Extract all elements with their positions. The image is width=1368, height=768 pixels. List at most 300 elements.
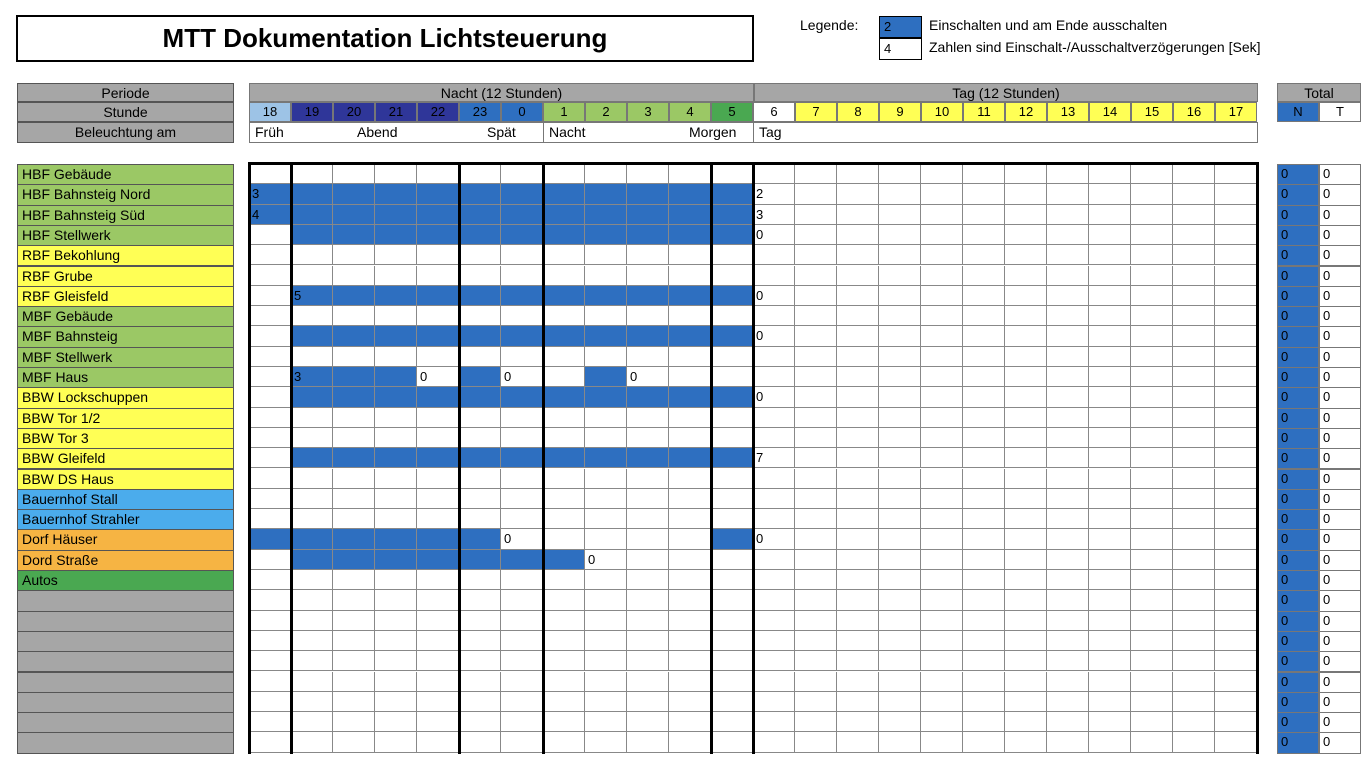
schedule-cell[interactable]	[837, 469, 879, 489]
schedule-cell[interactable]	[1047, 611, 1089, 631]
schedule-cell[interactable]	[627, 306, 669, 326]
schedule-cell[interactable]	[333, 347, 375, 367]
schedule-cell[interactable]	[291, 509, 333, 529]
schedule-cell[interactable]	[711, 509, 753, 529]
schedule-cell[interactable]	[627, 326, 669, 346]
schedule-cell[interactable]	[753, 732, 795, 752]
schedule-cell[interactable]	[879, 347, 921, 367]
schedule-cell[interactable]	[417, 205, 459, 225]
schedule-cell[interactable]	[837, 489, 879, 509]
schedule-cell[interactable]	[501, 651, 543, 671]
schedule-cell[interactable]	[585, 712, 627, 732]
schedule-cell[interactable]	[249, 732, 291, 752]
schedule-cell[interactable]	[249, 570, 291, 590]
schedule-cell[interactable]	[585, 448, 627, 468]
schedule-cell[interactable]	[921, 590, 963, 610]
schedule-cell[interactable]	[1089, 367, 1131, 387]
schedule-cell[interactable]	[879, 306, 921, 326]
schedule-cell[interactable]	[501, 428, 543, 448]
schedule-cell[interactable]	[1089, 387, 1131, 407]
schedule-cell[interactable]	[711, 469, 753, 489]
schedule-cell[interactable]	[459, 631, 501, 651]
schedule-cell[interactable]	[963, 611, 1005, 631]
schedule-cell[interactable]	[333, 164, 375, 184]
schedule-cell[interactable]	[711, 306, 753, 326]
schedule-cell[interactable]	[711, 529, 753, 549]
schedule-cell[interactable]	[1215, 367, 1257, 387]
schedule-cell[interactable]	[711, 286, 753, 306]
schedule-cell[interactable]	[921, 529, 963, 549]
schedule-cell[interactable]	[375, 448, 417, 468]
schedule-cell[interactable]	[543, 672, 585, 692]
schedule-cell[interactable]	[291, 651, 333, 671]
schedule-cell[interactable]	[1089, 469, 1131, 489]
schedule-cell[interactable]	[963, 367, 1005, 387]
schedule-cell[interactable]	[1005, 631, 1047, 651]
schedule-cell[interactable]	[585, 590, 627, 610]
schedule-cell[interactable]	[1005, 266, 1047, 286]
schedule-cell[interactable]	[417, 367, 459, 387]
schedule-cell[interactable]	[669, 651, 711, 671]
schedule-cell[interactable]	[1047, 367, 1089, 387]
schedule-cell[interactable]	[291, 367, 333, 387]
schedule-cell[interactable]	[291, 306, 333, 326]
schedule-cell[interactable]	[753, 428, 795, 448]
schedule-cell[interactable]	[1089, 306, 1131, 326]
schedule-cell[interactable]	[795, 732, 837, 752]
schedule-cell[interactable]	[669, 245, 711, 265]
schedule-cell[interactable]	[837, 245, 879, 265]
schedule-cell[interactable]	[1047, 428, 1089, 448]
schedule-cell[interactable]	[1047, 489, 1089, 509]
schedule-cell[interactable]	[333, 306, 375, 326]
schedule-cell[interactable]	[963, 347, 1005, 367]
schedule-cell[interactable]	[921, 631, 963, 651]
schedule-cell[interactable]	[291, 205, 333, 225]
schedule-cell[interactable]	[375, 712, 417, 732]
schedule-cell[interactable]	[879, 225, 921, 245]
schedule-cell[interactable]	[501, 205, 543, 225]
schedule-cell[interactable]	[1005, 611, 1047, 631]
schedule-cell[interactable]	[249, 428, 291, 448]
schedule-cell[interactable]	[501, 550, 543, 570]
schedule-cell[interactable]	[879, 611, 921, 631]
schedule-cell[interactable]	[459, 590, 501, 610]
schedule-cell[interactable]	[1047, 266, 1089, 286]
schedule-cell[interactable]	[879, 651, 921, 671]
schedule-cell[interactable]	[459, 306, 501, 326]
schedule-cell[interactable]	[291, 184, 333, 204]
schedule-cell[interactable]	[921, 306, 963, 326]
schedule-cell[interactable]	[459, 651, 501, 671]
schedule-cell[interactable]	[1005, 367, 1047, 387]
schedule-cell[interactable]	[1131, 651, 1173, 671]
schedule-cell[interactable]	[1173, 164, 1215, 184]
schedule-cell[interactable]	[501, 590, 543, 610]
schedule-cell[interactable]	[291, 550, 333, 570]
schedule-cell[interactable]	[1047, 529, 1089, 549]
schedule-cell[interactable]	[459, 570, 501, 590]
schedule-cell[interactable]	[837, 672, 879, 692]
schedule-cell[interactable]	[921, 672, 963, 692]
schedule-cell[interactable]	[837, 732, 879, 752]
schedule-cell[interactable]	[711, 672, 753, 692]
schedule-cell[interactable]	[543, 509, 585, 529]
schedule-cell[interactable]	[501, 611, 543, 631]
schedule-cell[interactable]	[1215, 408, 1257, 428]
schedule-cell[interactable]	[1005, 550, 1047, 570]
schedule-cell[interactable]	[753, 326, 795, 346]
schedule-cell[interactable]	[627, 611, 669, 631]
schedule-cell[interactable]	[1089, 489, 1131, 509]
schedule-cell[interactable]	[879, 672, 921, 692]
schedule-cell[interactable]	[459, 428, 501, 448]
schedule-cell[interactable]	[501, 347, 543, 367]
schedule-cell[interactable]	[249, 286, 291, 306]
schedule-cell[interactable]	[1089, 631, 1131, 651]
schedule-cell[interactable]	[1173, 672, 1215, 692]
schedule-cell[interactable]	[291, 448, 333, 468]
schedule-cell[interactable]	[669, 712, 711, 732]
schedule-cell[interactable]	[543, 692, 585, 712]
schedule-cell[interactable]	[543, 408, 585, 428]
schedule-cell[interactable]	[1131, 469, 1173, 489]
schedule-cell[interactable]	[837, 164, 879, 184]
schedule-cell[interactable]	[795, 326, 837, 346]
schedule-cell[interactable]	[249, 550, 291, 570]
schedule-cell[interactable]	[711, 428, 753, 448]
schedule-cell[interactable]	[543, 306, 585, 326]
schedule-cell[interactable]	[1173, 509, 1215, 529]
schedule-cell[interactable]	[837, 590, 879, 610]
schedule-cell[interactable]	[375, 184, 417, 204]
schedule-cell[interactable]	[627, 509, 669, 529]
schedule-cell[interactable]	[921, 692, 963, 712]
schedule-cell[interactable]	[249, 225, 291, 245]
schedule-cell[interactable]	[711, 408, 753, 428]
schedule-cell[interactable]	[417, 326, 459, 346]
schedule-cell[interactable]	[795, 164, 837, 184]
schedule-cell[interactable]	[753, 245, 795, 265]
schedule-cell[interactable]	[1215, 590, 1257, 610]
schedule-cell[interactable]	[1005, 326, 1047, 346]
schedule-cell[interactable]	[1131, 570, 1173, 590]
schedule-cell[interactable]	[1047, 408, 1089, 428]
schedule-cell[interactable]	[753, 387, 795, 407]
schedule-cell[interactable]	[459, 448, 501, 468]
schedule-cell[interactable]	[711, 448, 753, 468]
schedule-cell[interactable]	[921, 266, 963, 286]
schedule-cell[interactable]	[879, 245, 921, 265]
schedule-cell[interactable]	[291, 469, 333, 489]
schedule-cell[interactable]	[291, 225, 333, 245]
schedule-cell[interactable]	[669, 509, 711, 529]
schedule-cell[interactable]	[963, 306, 1005, 326]
schedule-cell[interactable]	[1215, 732, 1257, 752]
schedule-cell[interactable]	[921, 326, 963, 346]
schedule-cell[interactable]	[585, 225, 627, 245]
schedule-cell[interactable]	[1047, 590, 1089, 610]
schedule-cell[interactable]	[1173, 448, 1215, 468]
schedule-cell[interactable]	[711, 570, 753, 590]
schedule-cell[interactable]	[963, 590, 1005, 610]
schedule-cell[interactable]	[417, 611, 459, 631]
schedule-cell[interactable]	[837, 387, 879, 407]
schedule-cell[interactable]	[1131, 164, 1173, 184]
schedule-cell[interactable]	[627, 489, 669, 509]
schedule-cell[interactable]	[501, 367, 543, 387]
schedule-cell[interactable]	[1215, 428, 1257, 448]
schedule-cell[interactable]	[501, 489, 543, 509]
schedule-cell[interactable]	[921, 225, 963, 245]
schedule-cell[interactable]	[1005, 529, 1047, 549]
schedule-cell[interactable]	[1215, 245, 1257, 265]
schedule-cell[interactable]	[879, 164, 921, 184]
schedule-cell[interactable]	[669, 469, 711, 489]
schedule-cell[interactable]	[1089, 590, 1131, 610]
schedule-cell[interactable]	[837, 611, 879, 631]
schedule-cell[interactable]	[1005, 245, 1047, 265]
schedule-cell[interactable]	[375, 266, 417, 286]
schedule-cell[interactable]	[1005, 428, 1047, 448]
schedule-cell[interactable]	[1173, 347, 1215, 367]
schedule-cell[interactable]	[669, 164, 711, 184]
schedule-cell[interactable]	[417, 164, 459, 184]
schedule-cell[interactable]	[291, 712, 333, 732]
schedule-cell[interactable]	[417, 529, 459, 549]
schedule-cell[interactable]	[543, 286, 585, 306]
schedule-cell[interactable]	[585, 164, 627, 184]
schedule-cell[interactable]	[1131, 448, 1173, 468]
schedule-cell[interactable]	[669, 489, 711, 509]
schedule-cell[interactable]	[963, 570, 1005, 590]
schedule-cell[interactable]	[1005, 387, 1047, 407]
schedule-cell[interactable]	[921, 509, 963, 529]
schedule-cell[interactable]	[543, 326, 585, 346]
schedule-cell[interactable]	[459, 347, 501, 367]
schedule-cell[interactable]	[375, 387, 417, 407]
schedule-cell[interactable]	[501, 266, 543, 286]
schedule-cell[interactable]	[627, 408, 669, 428]
schedule-cell[interactable]	[1047, 732, 1089, 752]
schedule-cell[interactable]	[711, 205, 753, 225]
schedule-cell[interactable]	[627, 225, 669, 245]
schedule-cell[interactable]	[795, 550, 837, 570]
schedule-cell[interactable]	[291, 245, 333, 265]
schedule-cell[interactable]	[669, 266, 711, 286]
schedule-cell[interactable]	[711, 732, 753, 752]
schedule-cell[interactable]	[627, 367, 669, 387]
schedule-cell[interactable]	[795, 651, 837, 671]
schedule-cell[interactable]	[249, 631, 291, 651]
schedule-cell[interactable]	[501, 286, 543, 306]
schedule-cell[interactable]	[1131, 550, 1173, 570]
schedule-cell[interactable]	[1005, 469, 1047, 489]
schedule-cell[interactable]	[837, 712, 879, 732]
schedule-cell[interactable]	[1173, 692, 1215, 712]
schedule-cell[interactable]	[1089, 428, 1131, 448]
schedule-cell[interactable]	[963, 326, 1005, 346]
schedule-cell[interactable]	[543, 631, 585, 651]
schedule-cell[interactable]	[669, 529, 711, 549]
schedule-cell[interactable]	[501, 672, 543, 692]
schedule-cell[interactable]	[1005, 225, 1047, 245]
schedule-cell[interactable]	[375, 367, 417, 387]
schedule-cell[interactable]	[1089, 611, 1131, 631]
schedule-cell[interactable]	[291, 428, 333, 448]
schedule-cell[interactable]	[333, 469, 375, 489]
schedule-cell[interactable]	[669, 205, 711, 225]
schedule-cell[interactable]	[753, 448, 795, 468]
schedule-cell[interactable]	[837, 347, 879, 367]
schedule-cell[interactable]	[249, 672, 291, 692]
schedule-cell[interactable]	[1215, 306, 1257, 326]
schedule-cell[interactable]	[753, 367, 795, 387]
schedule-cell[interactable]	[669, 732, 711, 752]
schedule-cell[interactable]	[333, 570, 375, 590]
schedule-cell[interactable]	[1131, 509, 1173, 529]
schedule-cell[interactable]	[585, 672, 627, 692]
schedule-cell[interactable]	[291, 286, 333, 306]
schedule-cell[interactable]	[291, 164, 333, 184]
schedule-cell[interactable]	[291, 347, 333, 367]
schedule-cell[interactable]	[711, 184, 753, 204]
schedule-cell[interactable]	[963, 266, 1005, 286]
schedule-cell[interactable]	[333, 651, 375, 671]
schedule-cell[interactable]	[417, 692, 459, 712]
schedule-cell[interactable]	[501, 245, 543, 265]
schedule-cell[interactable]	[1173, 529, 1215, 549]
schedule-cell[interactable]	[627, 286, 669, 306]
schedule-cell[interactable]	[1005, 712, 1047, 732]
schedule-cell[interactable]	[1005, 184, 1047, 204]
schedule-cell[interactable]	[753, 408, 795, 428]
schedule-cell[interactable]	[543, 570, 585, 590]
schedule-cell[interactable]	[1215, 509, 1257, 529]
schedule-cell[interactable]	[921, 286, 963, 306]
schedule-cell[interactable]	[459, 225, 501, 245]
schedule-cell[interactable]	[711, 245, 753, 265]
schedule-cell[interactable]	[627, 164, 669, 184]
schedule-cell[interactable]	[417, 590, 459, 610]
schedule-cell[interactable]	[669, 347, 711, 367]
schedule-cell[interactable]	[963, 489, 1005, 509]
schedule-cell[interactable]	[837, 448, 879, 468]
schedule-cell[interactable]	[1089, 184, 1131, 204]
schedule-cell[interactable]	[921, 732, 963, 752]
schedule-cell[interactable]	[837, 326, 879, 346]
schedule-cell[interactable]	[291, 590, 333, 610]
schedule-cell[interactable]	[1215, 529, 1257, 549]
schedule-cell[interactable]	[1047, 448, 1089, 468]
schedule-cell[interactable]	[1047, 651, 1089, 671]
schedule-cell[interactable]	[837, 225, 879, 245]
schedule-cell[interactable]	[585, 489, 627, 509]
schedule-cell[interactable]	[417, 225, 459, 245]
schedule-cell[interactable]	[879, 550, 921, 570]
schedule-cell[interactable]	[291, 408, 333, 428]
schedule-cell[interactable]	[837, 408, 879, 428]
schedule-cell[interactable]	[669, 225, 711, 245]
schedule-cell[interactable]	[585, 692, 627, 712]
schedule-cell[interactable]	[249, 347, 291, 367]
schedule-cell[interactable]	[1089, 326, 1131, 346]
schedule-cell[interactable]	[501, 225, 543, 245]
schedule-cell[interactable]	[543, 367, 585, 387]
schedule-cell[interactable]	[291, 692, 333, 712]
schedule-cell[interactable]	[669, 550, 711, 570]
schedule-cell[interactable]	[1089, 225, 1131, 245]
schedule-cell[interactable]	[459, 489, 501, 509]
schedule-cell[interactable]	[963, 732, 1005, 752]
schedule-cell[interactable]	[879, 712, 921, 732]
schedule-cell[interactable]	[1131, 712, 1173, 732]
schedule-cell[interactable]	[291, 529, 333, 549]
schedule-cell[interactable]	[879, 367, 921, 387]
schedule-cell[interactable]	[921, 712, 963, 732]
schedule-cell[interactable]	[585, 529, 627, 549]
schedule-cell[interactable]	[795, 225, 837, 245]
schedule-cell[interactable]	[837, 205, 879, 225]
schedule-cell[interactable]	[1089, 408, 1131, 428]
schedule-cell[interactable]	[1005, 286, 1047, 306]
schedule-cell[interactable]	[1215, 326, 1257, 346]
schedule-cell[interactable]	[543, 651, 585, 671]
schedule-cell[interactable]	[669, 306, 711, 326]
schedule-cell[interactable]	[795, 266, 837, 286]
schedule-cell[interactable]	[459, 611, 501, 631]
schedule-cell[interactable]	[753, 205, 795, 225]
schedule-cell[interactable]	[417, 712, 459, 732]
schedule-cell[interactable]	[1173, 651, 1215, 671]
schedule-cell[interactable]	[375, 225, 417, 245]
schedule-cell[interactable]	[1047, 672, 1089, 692]
schedule-cell[interactable]	[1005, 164, 1047, 184]
schedule-cell[interactable]	[1173, 732, 1215, 752]
schedule-cell[interactable]	[963, 692, 1005, 712]
schedule-cell[interactable]	[795, 712, 837, 732]
schedule-cell[interactable]	[1131, 489, 1173, 509]
schedule-cell[interactable]	[459, 509, 501, 529]
schedule-cell[interactable]	[1173, 590, 1215, 610]
schedule-cell[interactable]	[1215, 631, 1257, 651]
schedule-cell[interactable]	[375, 408, 417, 428]
schedule-cell[interactable]	[249, 611, 291, 631]
schedule-cell[interactable]	[921, 184, 963, 204]
schedule-cell[interactable]	[501, 306, 543, 326]
schedule-cell[interactable]	[627, 448, 669, 468]
schedule-cell[interactable]	[1089, 732, 1131, 752]
schedule-cell[interactable]	[375, 469, 417, 489]
schedule-cell[interactable]	[291, 570, 333, 590]
schedule-cell[interactable]	[879, 529, 921, 549]
schedule-cell[interactable]	[417, 408, 459, 428]
schedule-cell[interactable]	[1005, 205, 1047, 225]
schedule-cell[interactable]	[837, 692, 879, 712]
schedule-cell[interactable]	[627, 428, 669, 448]
schedule-cell[interactable]	[753, 286, 795, 306]
schedule-cell[interactable]	[417, 631, 459, 651]
schedule-cell[interactable]	[1131, 408, 1173, 428]
schedule-cell[interactable]	[459, 286, 501, 306]
schedule-cell[interactable]	[1173, 205, 1215, 225]
schedule-cell[interactable]	[795, 631, 837, 651]
schedule-cell[interactable]	[627, 732, 669, 752]
schedule-cell[interactable]	[1215, 469, 1257, 489]
schedule-cell[interactable]	[1215, 692, 1257, 712]
schedule-cell[interactable]	[1047, 225, 1089, 245]
schedule-cell[interactable]	[795, 347, 837, 367]
